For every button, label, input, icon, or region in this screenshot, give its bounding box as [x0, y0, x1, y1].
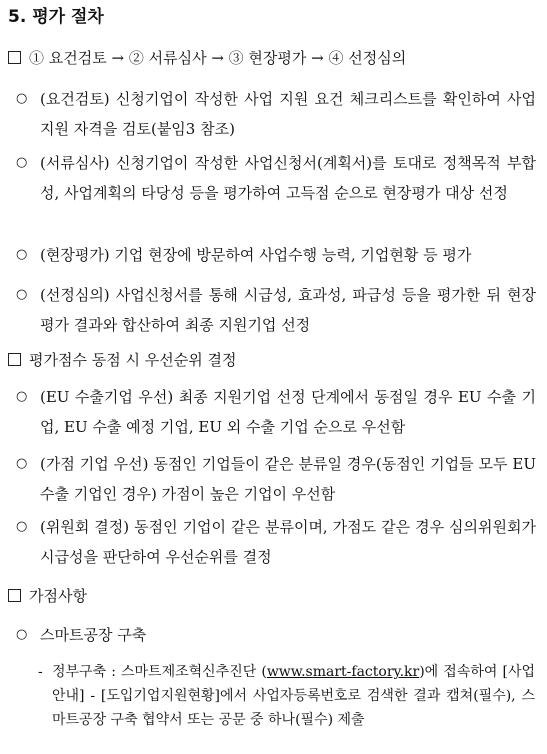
circle-bullet-icon: ○	[16, 627, 28, 642]
checkbox-square-icon	[8, 353, 21, 366]
tie-rule-committee	[16, 512, 536, 572]
tie-rule-eu	[16, 382, 536, 442]
step-text: (요건검토) 신청기업이 작성한 사업 지원 요건 체크리스트를 확인하여 사업 지원 자격을 검토(붙임3 참조)	[40, 90, 536, 138]
steps-heading-text: ① 요건검토 → ② 서류심사 → ③ 현장평가 → ④ 선정심의	[29, 49, 407, 67]
bonus-heading-text: 가점사항	[29, 587, 87, 605]
section-title: 5. 평가 절차	[8, 7, 104, 27]
circle-bullet-icon: ○	[16, 519, 28, 534]
bonus-item-text: 스마트공장 구축	[40, 626, 147, 644]
checkbox-square-icon	[8, 589, 21, 602]
circle-bullet-icon: ○	[16, 456, 28, 471]
circle-bullet-icon: ○	[16, 389, 28, 404]
tie-heading-text: 평가점수 동점 시 우선순위 결정	[29, 351, 237, 369]
circle-bullet-icon: ○	[16, 91, 28, 106]
tie-rule-bonus	[16, 449, 536, 509]
bonus-detail-text	[52, 660, 535, 732]
step-item-document	[16, 148, 536, 208]
circle-bullet-icon: ○	[16, 155, 28, 170]
tie-rule-text: (가점 기업 우선) 동점인 기업들이 같은 분류일 경우(동점인 기업들 모두 EU 수출 기업인 경우) 가점이 높은 기업이 우선함	[40, 455, 536, 503]
smart-factory-link[interactable]: www.smart-factory.kr	[266, 664, 420, 680]
bonus-detail	[38, 660, 535, 732]
bonus-detail-after: )에 접속하여 [사업안내] - [도입기업지원현황]에서 사업자등록번호로 검색한 결과 캡쳐(필수), 스마트공장 구축 협약서 또는 공문 중 하나(필수) 제출	[52, 664, 535, 728]
tie-rule-text: (EU 수출기업 우선) 최종 지원기업 선정 단계에서 동점일 경우 EU 수출 기업, EU 수출 예정 기업, EU 외 수출 기업 순으로 우선함	[40, 388, 536, 436]
checkbox-square-icon	[8, 51, 21, 64]
step-item-onsite	[16, 240, 536, 270]
bonus-heading	[8, 586, 87, 606]
step-item-review	[16, 84, 536, 144]
tie-rule-text: (위원회 결정) 동점인 기업이 같은 분류이며, 가점도 같은 경우 심의위원회가 시급성을 판단하여 우선순위를 결정	[40, 518, 536, 566]
tie-heading	[8, 350, 236, 370]
steps-heading	[8, 48, 406, 68]
dash-bullet-icon: -	[38, 664, 43, 680]
step-text: (서류심사) 신청기업이 작성한 사업신청서(계획서)를 토대로 정책목적 부합성, 사업계획의 타당성 등을 평가하여 고득점 순으로 현장평가 대상 선정	[40, 154, 536, 202]
step-item-selection	[16, 280, 536, 340]
circle-bullet-icon: ○	[16, 287, 28, 302]
circle-bullet-icon: ○	[16, 247, 28, 262]
step-text: (현장평가) 기업 현장에 방문하여 사업수행 능력, 기업현황 등 평가	[40, 246, 472, 264]
bonus-detail-before: 정부구축 : 스마트제조혁신추진단 (	[52, 664, 267, 680]
step-text: (선정심의) 사업신청서를 통해 시급성, 효과성, 파급성 등을 평가한 뒤 현장평가 결과와 합산하여 최종 지원기업 선정	[40, 286, 536, 334]
bonus-item	[16, 620, 536, 650]
